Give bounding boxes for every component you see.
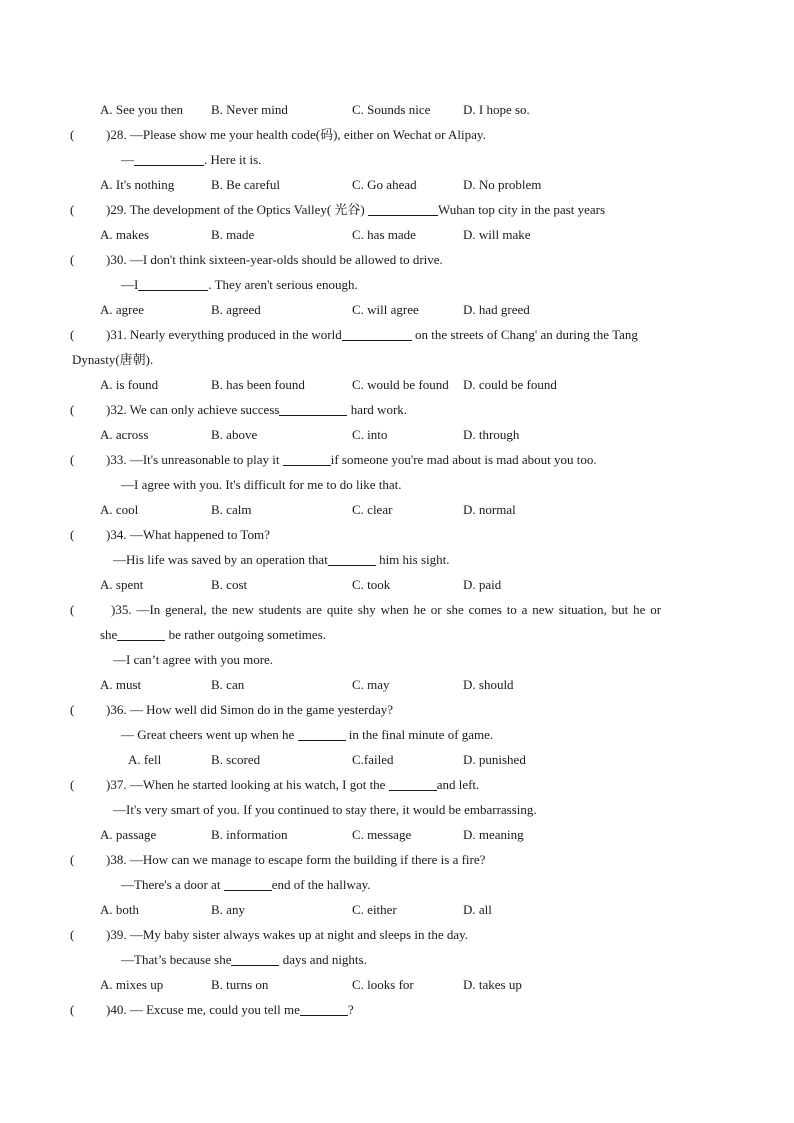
question-number: )29. [106,202,127,217]
options-row-38 [0,897,794,922]
option-c: C. either [352,902,397,917]
option-b: B. can [211,677,245,692]
question-stem: — How well did Simon do in the game yesterday? [126,702,394,717]
option-b: B. Be careful [211,177,280,192]
answer-paren[interactable]: ( [70,252,75,267]
reply-28 [0,147,794,172]
question-34 [0,522,794,547]
answer-blank[interactable] [300,1001,348,1016]
options-row-33 [0,497,794,522]
reply-text: . Here it is. [204,152,262,167]
question-number: )36. [106,702,127,717]
answer-blank[interactable] [389,776,437,791]
question-number: )34. [106,527,127,542]
reply-text: —That’s because she [121,952,232,967]
options-row-35 [0,672,794,697]
answer-blank[interactable] [368,201,438,216]
answer-blank[interactable] [342,326,412,341]
answer-paren[interactable]: ( [70,702,75,717]
option-c: C. Sounds nice [352,102,431,117]
question-number: )40. [106,1002,127,1017]
question-30 [0,247,794,272]
options-row-27 [0,97,794,122]
question-stem: Nearly everything produced in the world [126,327,342,342]
question-number: )28. [106,127,127,142]
reply-text: days and nights. [279,952,367,967]
options-row-34 [0,572,794,597]
option-c: C. looks for [352,977,414,992]
option-d: D. had greed [463,302,530,317]
answer-paren[interactable]: ( [70,452,75,467]
option-d: D. punished [463,752,526,767]
option-b: B. above [211,427,258,442]
answer-blank[interactable] [298,726,346,741]
option-a: A. must [100,677,142,692]
options-row-39 [0,972,794,997]
option-d: D. should [463,677,514,692]
option-d: D. could be found [463,377,557,392]
question-stem: on the streets of Chang' an during the Tang [411,327,638,342]
answer-blank[interactable] [138,276,208,291]
option-a: A. passage [100,827,157,842]
option-b: B. calm [211,502,252,517]
option-c: C. will agree [352,302,419,317]
reply-text: end of the hallway. [271,877,371,892]
option-a: A. See you then [100,102,184,117]
question-stem: —I don't think sixteen-year-olds should be allowed to drive. [126,252,443,267]
question-38 [0,847,794,872]
option-a: A. agree [100,302,145,317]
option-b: B. has been found [211,377,305,392]
answer-paren[interactable]: ( [70,777,75,792]
reply-text: —There's a door at [121,877,224,892]
question-stem: The development of the Optics Valley( 光谷) [126,202,369,217]
question-31 [0,322,794,347]
options-row-32 [0,422,794,447]
option-a: A. fell [128,752,162,767]
reply-37: —It's very smart of you. If you continued to stay there, it would be embarrassing. [113,802,537,817]
question-stem: be rather outgoing sometimes. [165,627,327,642]
option-a: A. mixes up [100,977,164,992]
options-row-31 [0,372,794,397]
option-c: C. into [352,427,388,442]
question-35 [0,597,794,622]
question-stem: and left. [436,777,480,792]
option-d: D. paid [463,577,502,592]
question-37 [0,772,794,797]
option-b: B. information [211,827,288,842]
option-a: A. It's nothing [100,177,175,192]
options-row-37 [0,822,794,847]
reply-36 [0,722,794,747]
answer-blank[interactable] [283,451,331,466]
option-c: C. took [352,577,391,592]
question-39 [0,922,794,947]
question-number: )39. [106,927,127,942]
option-d: D. No problem [463,177,542,192]
option-d: D. through [463,427,520,442]
answer-paren[interactable]: ( [70,602,75,617]
option-a: A. is found [100,377,159,392]
question-40 [0,997,794,1022]
question-33 [0,447,794,472]
option-d: D. takes up [463,977,522,992]
answer-blank[interactable] [224,876,272,891]
answer-paren[interactable]: ( [70,927,75,942]
question-stem: if someone you're mad about is mad about you too. [330,452,597,467]
question-stem: —My baby sister always wakes up at night and sleeps in the day. [126,927,469,942]
answer-blank[interactable] [231,951,279,966]
reply-30 [0,272,794,297]
answer-paren[interactable]: ( [70,852,75,867]
question-35-continued [0,622,794,647]
question-number: )35. [111,602,132,617]
question-number: )37. [106,777,127,792]
answer-blank[interactable] [134,151,204,166]
answer-paren[interactable]: ( [70,327,75,342]
question-stem: hard work. [347,402,408,417]
options-row-28 [0,172,794,197]
option-c: C. may [352,677,390,692]
question-31-continued: Dynasty(唐朝). [72,352,154,367]
option-b: B. Never mind [211,102,288,117]
reply-text: —His life was saved by an operation that [113,552,328,567]
option-d: D. all [463,902,492,917]
option-a: A. cool [100,502,139,517]
answer-blank[interactable] [328,551,376,566]
question-stem: she [100,627,118,642]
reply-text: — Great cheers went up when he [121,727,298,742]
reply-text: — [121,152,134,167]
question-stem: —It's unreasonable to play it [126,452,283,467]
option-b: B. cost [211,577,248,592]
answer-paren[interactable]: ( [70,127,75,142]
option-a: A. spent [100,577,144,592]
question-stem: ? [347,1002,354,1017]
question-number: )33. [106,452,127,467]
reply-text: him his sight. [375,552,450,567]
reply-35: —I can’t agree with you more. [113,652,274,667]
reply-33: —I agree with you. It's difficult for me to do like that. [121,477,402,492]
options-row-36 [0,747,794,772]
option-b: B. agreed [211,302,261,317]
reply-34 [0,547,794,572]
question-stem: —Please show me your health code(码), either on Wechat or Alipay. [126,127,486,142]
option-c: C. has made [352,227,416,242]
answer-blank[interactable] [279,401,347,416]
option-b: B. made [211,227,255,242]
answer-paren[interactable]: ( [70,1002,75,1017]
question-stem: —How can we manage to escape form the building if there is a fire? [126,852,486,867]
question-number: )32. [106,402,127,417]
answer-paren[interactable]: ( [70,527,75,542]
question-32 [0,397,794,422]
option-d: D. meaning [463,827,524,842]
option-d: D. normal [463,502,516,517]
options-row-29 [0,222,794,247]
reply-text: in the final minute of game. [345,727,494,742]
answer-blank[interactable] [117,626,165,641]
exam-page [0,97,794,1022]
question-number: )31. [106,327,127,342]
option-a: A. across [100,427,149,442]
question-36 [0,697,794,722]
question-stem: Wuhan top city in the past years [438,202,606,217]
option-b: B. turns on [211,977,269,992]
option-a: A. both [100,902,139,917]
answer-paren[interactable]: ( [70,202,75,217]
option-c: C. would be found [352,377,449,392]
option-a: A. makes [100,227,150,242]
question-stem: —In general, the new students are quite shy when he or she comes to a new situation, but he or [131,602,662,617]
question-stem: We can only achieve success [126,402,280,417]
question-stem: — Excuse me, could you tell me [126,1002,300,1017]
option-c: C. message [352,827,412,842]
question-stem: —When he started looking at his watch, I got the [126,777,389,792]
option-d: D. will make [463,227,531,242]
option-b: B. scored [211,752,261,767]
option-d: D. I hope so. [463,102,530,117]
answer-paren[interactable]: ( [70,402,75,417]
option-b: B. any [211,902,245,917]
reply-38 [0,872,794,897]
options-row-30 [0,297,794,322]
reply-39 [0,947,794,972]
question-stem: —What happened to Tom? [126,527,270,542]
question-number: )30. [106,252,127,267]
option-c: C. clear [352,502,393,517]
reply-text: . They aren't serious enough. [208,277,358,292]
option-c: C.failed [352,752,394,767]
question-number: )38. [106,852,127,867]
question-28 [0,122,794,147]
option-c: C. Go ahead [352,177,417,192]
question-29 [0,197,794,222]
reply-text: —I [121,277,139,292]
